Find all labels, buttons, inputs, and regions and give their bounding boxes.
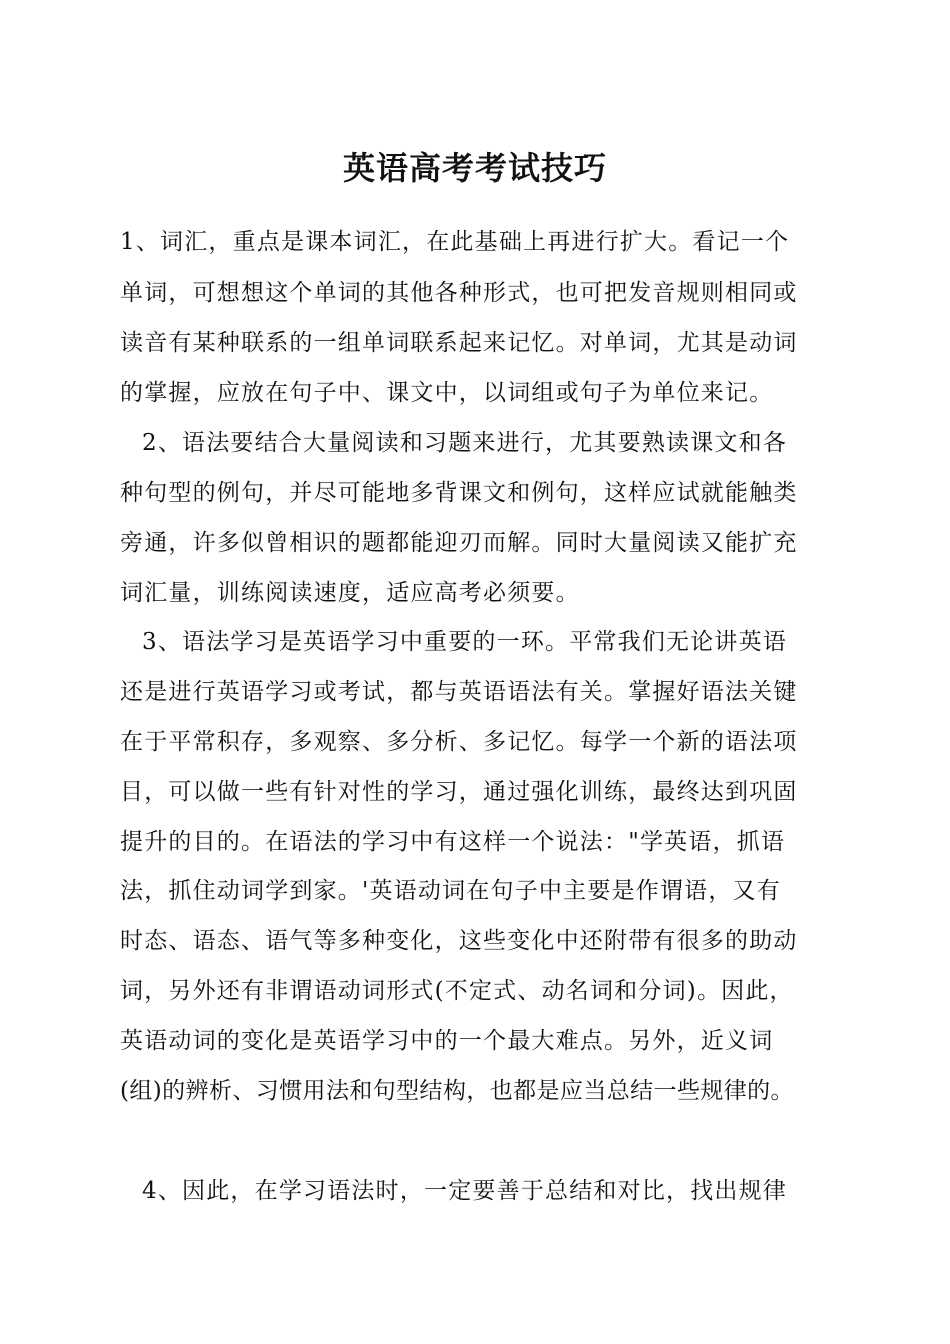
paragraph-3-line-10: (组)的辨析、习惯用法和句型结构，也都是应当总结一些规律的。 bbox=[120, 1078, 794, 1104]
paragraph-3-line-7: 时态、语态、语气等多种变化，这些变化中还附带有很多的助动 bbox=[120, 928, 798, 954]
paragraph-3-line-1: 3、语法学习是英语学习中重要的一环。平常我们无论讲英语 bbox=[142, 629, 788, 655]
paragraph-2-line-1: 2、语法要结合大量阅读和习题来进行，尤其要熟读课文和各 bbox=[142, 430, 788, 456]
paragraph-3-line-4: 目，可以做一些有针对性的学习，通过强化训练，最终达到巩固 bbox=[120, 779, 798, 805]
paragraph-3-line-9: 英语动词的变化是英语学习中的一个最大难点。另外，近义词 bbox=[120, 1028, 774, 1054]
paragraph-2-line-2: 种句型的例句，并尽可能地多背课文和例句，这样应试就能触类 bbox=[120, 480, 798, 506]
paragraph-1-line-2: 单词，可想想这个单词的其他各种形式，也可把发音规则相同或 bbox=[120, 280, 798, 306]
paragraph-3-line-5: 提升的目的。在语法的学习中有这样一个说法："学英语，抓语 bbox=[120, 829, 786, 855]
paragraph-1-line-3: 读音有某种联系的一组单词联系起来记忆。对单词，尤其是动词 bbox=[120, 330, 798, 356]
paragraph-4-line-1: 4、因此，在学习语法时，一定要善于总结和对比，找出规律 bbox=[142, 1178, 788, 1204]
paragraph-2-line-3: 旁通，许多似曾相识的题都能迎刃而解。同时大量阅读又能扩充 bbox=[120, 530, 798, 556]
document-title: 英语高考考试技巧 bbox=[342, 149, 607, 187]
paragraph-3-line-2: 还是进行英语学习或考试，都与英语语法有关。掌握好语法关键 bbox=[120, 679, 798, 705]
paragraph-3-line-3: 在于平常积存，多观察、多分析、多记忆。每学一个新的语法项 bbox=[120, 729, 798, 755]
paragraph-3-line-6: 法，抓住动词学到家。'英语动词在句子中主要是作谓语，又有 bbox=[120, 878, 781, 904]
paragraph-1-line-1: 1、词汇，重点是课本词汇，在此基础上再进行扩大。看记一个 bbox=[120, 229, 790, 255]
paragraph-1-line-4: 的掌握，应放在句子中、课文中，以词组或句子为单位来记。 bbox=[120, 380, 774, 406]
paragraph-2-line-4: 词汇量，训练阅读速度，适应高考必须要。 bbox=[120, 580, 580, 606]
paragraph-3-line-8: 词，另外还有非谓语动词形式(不定式、动名词和分词)。因此， bbox=[120, 978, 794, 1004]
